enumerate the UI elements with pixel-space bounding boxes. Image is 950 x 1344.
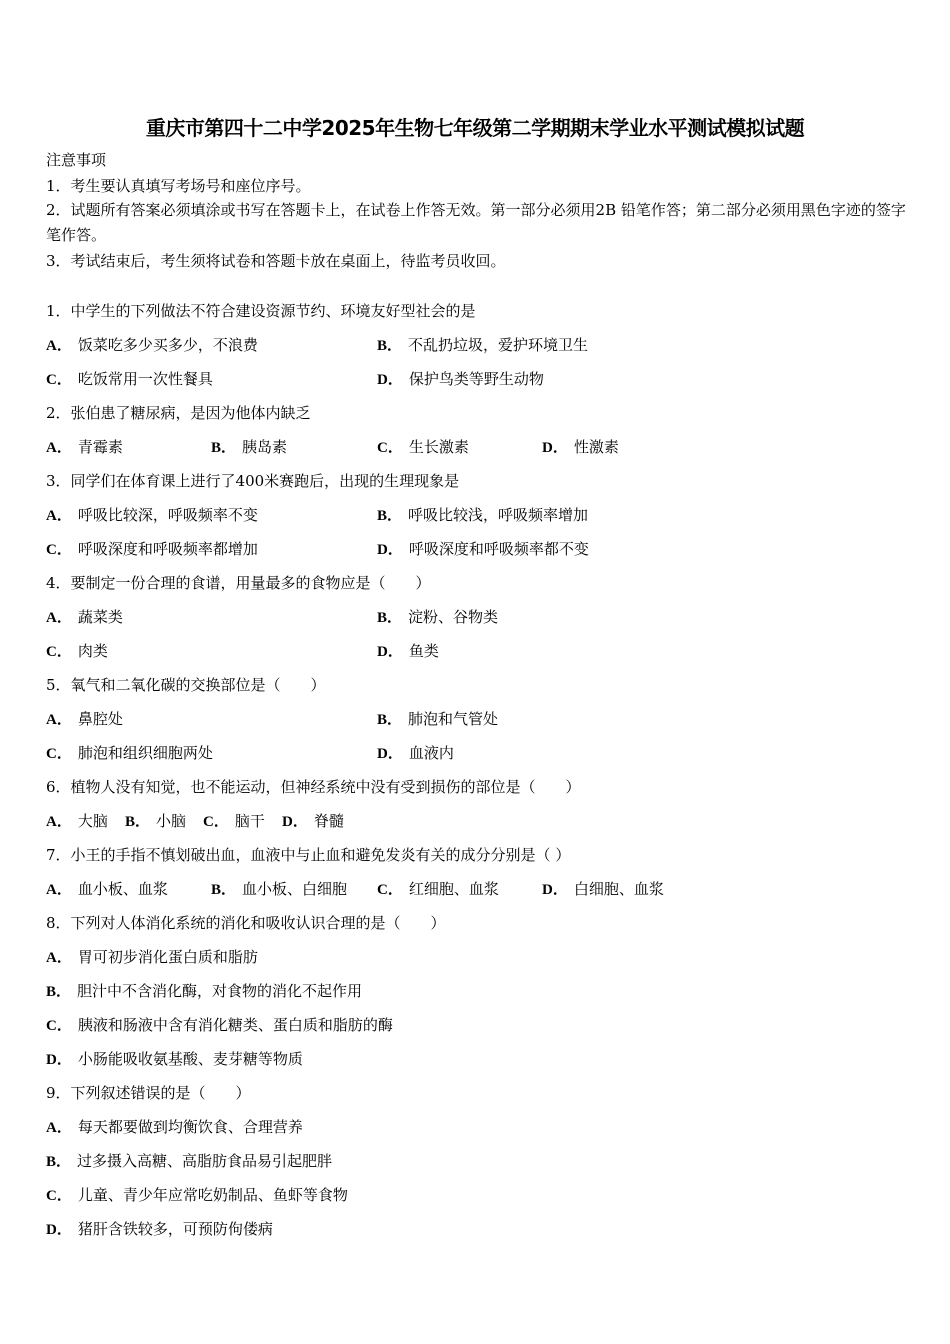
option-label: D．	[46, 1222, 72, 1238]
option-text: 猪肝含铁较多，可预防佝偻病	[77, 1220, 273, 1238]
question-8-option-a	[46, 947, 258, 968]
question-7-stem: 7．小王的手指不慎划破出血，血液中与止血和避免发炎有关的成分分别是（ ）	[46, 846, 571, 864]
option-label: A．	[46, 814, 72, 830]
question-9-option-d	[46, 1219, 273, 1240]
question-5-option-d	[377, 743, 454, 764]
question-5-option-a	[46, 709, 123, 730]
question-4-stem: 4．要制定一份合理的食谱，用量最多的食物应是（ ）	[46, 574, 431, 592]
option-text: 鼻腔处	[77, 710, 123, 728]
question-4-option-b	[377, 607, 498, 628]
notice-item-3: 3．考试结束后，考生须将试卷和答题卡放在桌面上，待监考员收回。	[46, 252, 506, 270]
question-3-stem: 3．同学们在体育课上进行了400米赛跑后，出现的生理现象是	[46, 472, 460, 490]
question-3-option-d	[377, 539, 589, 560]
question-8-option-c	[46, 1015, 393, 1036]
option-text: 血液内	[408, 744, 454, 762]
option-text: 儿童、青少年应常吃奶制品、鱼虾等食物	[77, 1186, 348, 1204]
option-text: 脑干	[234, 812, 265, 830]
option-label: D．	[542, 882, 568, 898]
question-6-option-a	[46, 811, 108, 832]
question-7-option-b	[211, 879, 347, 900]
option-text: 呼吸深度和呼吸频率都增加	[77, 540, 258, 558]
question-8-option-b	[46, 981, 362, 1002]
question-9-option-a	[46, 1117, 303, 1138]
option-label: C．	[46, 644, 72, 660]
option-text: 呼吸深度和呼吸频率都不变	[408, 540, 589, 558]
question-6-option-b	[125, 811, 186, 832]
option-label: B．	[377, 338, 403, 354]
question-1-option-d	[377, 369, 544, 390]
option-text: 肺泡和组织细胞两处	[77, 744, 213, 762]
option-label: D．	[377, 746, 403, 762]
option-text: 小脑	[156, 812, 187, 830]
question-1-option-b	[377, 335, 588, 356]
option-label: A．	[46, 950, 72, 966]
option-text: 血小板、白细胞	[242, 880, 348, 898]
option-label: A．	[46, 508, 72, 524]
option-text: 鱼类	[408, 642, 439, 660]
option-label: D．	[46, 1052, 72, 1068]
option-label: D．	[377, 644, 403, 660]
question-5-option-c	[46, 743, 213, 764]
question-5-stem: 5．氧气和二氧化碳的交换部位是（ ）	[46, 676, 326, 694]
option-text: 淀粉、谷物类	[408, 608, 499, 626]
option-text: 呼吸比较深，呼吸频率不变	[77, 506, 258, 524]
question-5-option-b	[377, 709, 498, 730]
option-label: B．	[46, 1154, 72, 1170]
question-4-option-c	[46, 641, 108, 662]
question-6-option-c	[203, 811, 265, 832]
question-8-stem: 8．下列对人体消化系统的消化和吸收认识合理的是（ ）	[46, 914, 446, 932]
question-7-option-c	[377, 879, 499, 900]
option-label: B．	[377, 712, 403, 728]
option-label: B．	[125, 814, 151, 830]
option-text: 白细胞、血浆	[573, 880, 664, 898]
option-label: B．	[211, 440, 237, 456]
notice-item-2: 2．试题所有答案必须填涂或书写在答题卡上，在试卷上作答无效。第一部分必须用2B 铅笔作答；第二部分必须用黑色字迹的签字笔作答。	[46, 201, 906, 244]
option-text: 青霉素	[77, 438, 123, 456]
option-label: C．	[46, 542, 72, 558]
option-label: D．	[377, 542, 403, 558]
question-3-option-c	[46, 539, 258, 560]
option-label: D．	[542, 440, 568, 456]
question-9-option-b	[46, 1151, 332, 1172]
option-text: 不乱扔垃圾，爱护环境卫生	[408, 336, 589, 354]
option-label: D．	[282, 814, 308, 830]
option-text: 肺泡和气管处	[408, 710, 499, 728]
option-text: 蔬菜类	[77, 608, 123, 626]
option-text: 生长激素	[408, 438, 469, 456]
question-8-option-d	[46, 1049, 303, 1070]
option-label: A．	[46, 882, 72, 898]
option-text: 胰岛素	[242, 438, 288, 456]
option-label: B．	[211, 882, 237, 898]
option-label: B．	[46, 984, 72, 1000]
notice-heading: 注意事项	[46, 151, 107, 169]
option-text: 过多摄入高糖、高脂肪食品易引起肥胖	[77, 1152, 333, 1170]
option-label: C．	[377, 882, 403, 898]
question-6-option-d	[282, 811, 344, 832]
option-label: C．	[46, 372, 72, 388]
question-1-stem: 1．中学生的下列做法不符合建设资源节约、环境友好型社会的是	[46, 302, 476, 320]
question-9-stem: 9．下列叙述错误的是（ ）	[46, 1084, 251, 1102]
option-text: 呼吸比较浅，呼吸频率增加	[408, 506, 589, 524]
question-6-stem: 6．植物人没有知觉，也不能运动，但神经系统中没有受到损伤的部位是（ ）	[46, 778, 581, 796]
option-label: A．	[46, 440, 72, 456]
option-text: 性激素	[573, 438, 619, 456]
option-text: 吃饭常用一次性餐具	[77, 370, 213, 388]
option-label: A．	[46, 1120, 72, 1136]
page-title: 重庆市第四十二中学2025年生物七年级第二学期期末学业水平测试模拟试题	[145, 116, 805, 140]
option-label: C．	[377, 440, 403, 456]
question-2-option-c	[377, 437, 469, 458]
question-1-option-a	[46, 335, 258, 356]
option-text: 脊髓	[313, 812, 344, 830]
question-2-option-a	[46, 437, 123, 458]
option-label: B．	[377, 610, 403, 626]
option-text: 胃可初步消化蛋白质和脂肪	[77, 948, 258, 966]
option-label: C．	[46, 746, 72, 762]
option-text: 每天都要做到均衡饮食、合理营养	[77, 1118, 303, 1136]
question-2-stem: 2．张伯患了糖尿病，是因为他体内缺乏	[46, 404, 311, 422]
question-1-option-c	[46, 369, 213, 390]
option-label: C．	[46, 1188, 72, 1204]
question-7-option-a	[46, 879, 168, 900]
option-text: 大脑	[77, 812, 108, 830]
question-4-option-a	[46, 607, 123, 628]
option-text: 红细胞、血浆	[408, 880, 499, 898]
option-label: C．	[46, 1018, 72, 1034]
question-7-option-d	[542, 879, 664, 900]
question-4-option-d	[377, 641, 439, 662]
option-label: D．	[377, 372, 403, 388]
option-label: A．	[46, 338, 72, 354]
option-text: 饭菜吃多少买多少，不浪费	[77, 336, 258, 354]
option-label: C．	[203, 814, 229, 830]
notice-item-1: 1．考生要认真填写考场号和座位序号。	[46, 177, 311, 195]
option-text: 胆汁中不含消化酶，对食物的消化不起作用	[77, 982, 363, 1000]
option-label: B．	[377, 508, 403, 524]
option-text: 肉类	[77, 642, 108, 660]
option-label: A．	[46, 712, 72, 728]
question-2-option-d	[542, 437, 619, 458]
question-2-option-b	[211, 437, 287, 458]
question-3-option-b	[377, 505, 588, 526]
question-9-option-c	[46, 1185, 348, 1206]
question-3-option-a	[46, 505, 258, 526]
option-text: 胰液和肠液中含有消化糖类、蛋白质和脂肪的酶	[77, 1016, 393, 1034]
option-text: 保护鸟类等野生动物	[408, 370, 544, 388]
option-label: A．	[46, 610, 72, 626]
option-text: 血小板、血浆	[77, 880, 168, 898]
option-text: 小肠能吸收氨基酸、麦芽糖等物质	[77, 1050, 303, 1068]
